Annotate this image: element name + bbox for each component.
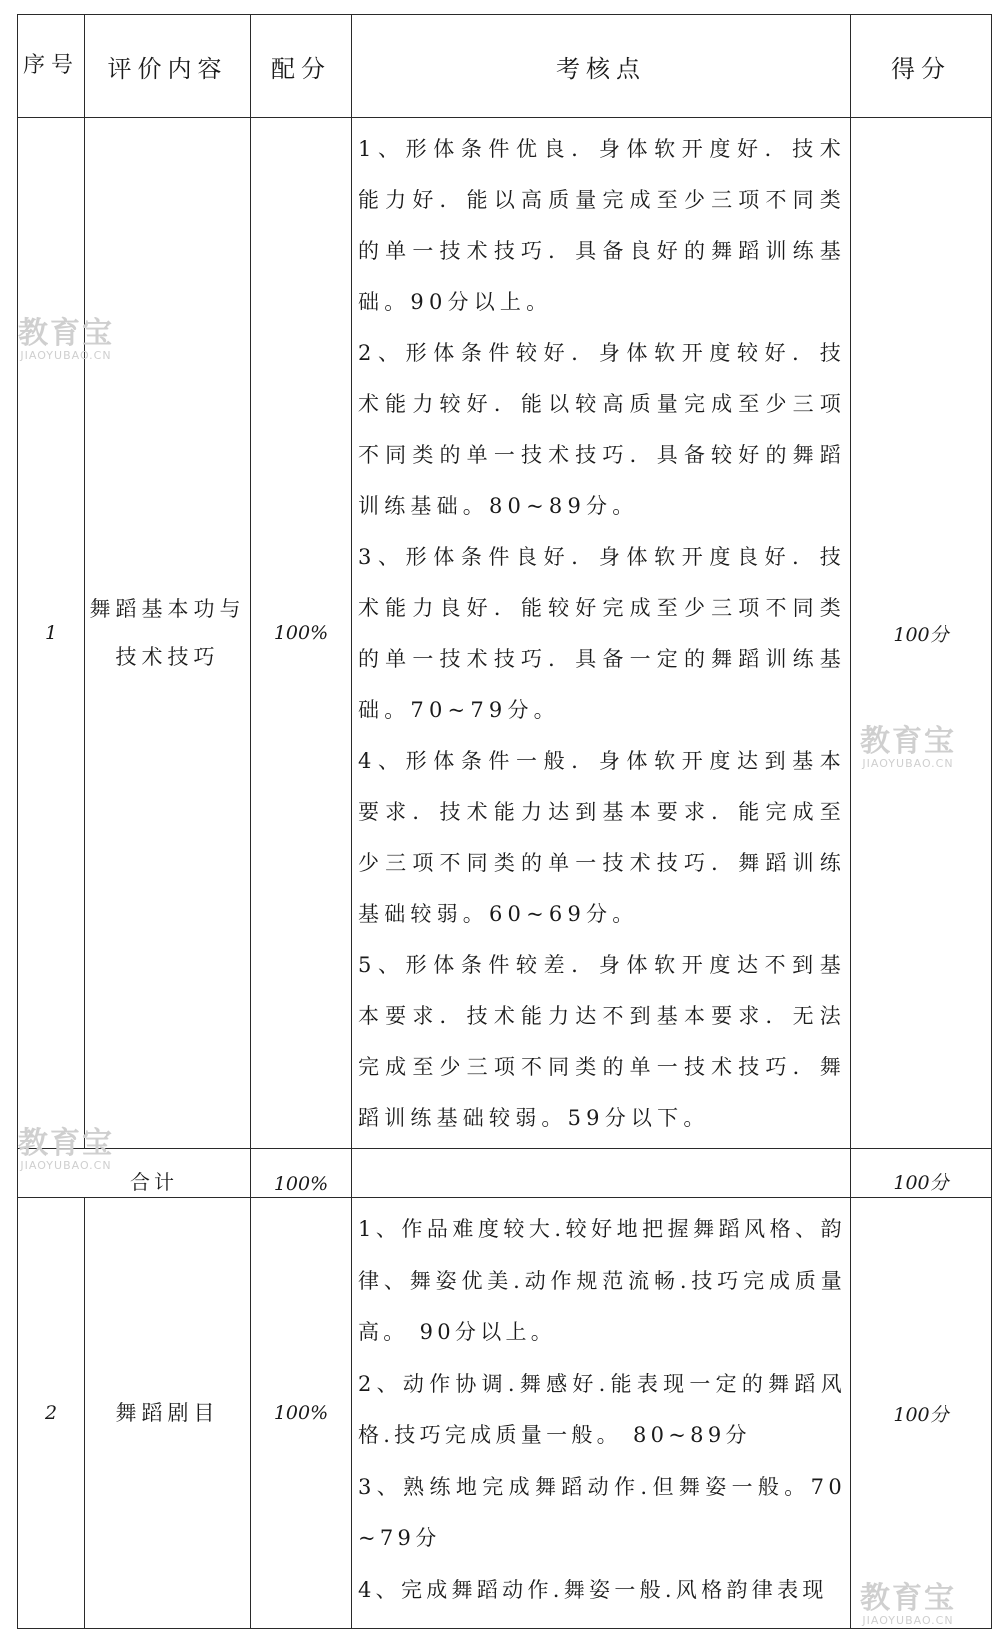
point-item: 1、形体条件优良．身体软开度好．技术能力好．能以高质量完成至少三项不同类的单一技术技巧．具备良好的舞蹈训练基础。90分以上。 <box>358 137 846 314</box>
watermark-logo: 教育宝 JIAOYUBAO.CN <box>18 316 114 362</box>
point-item: 3、形体条件良好．身体软开度良好．技术能力良好．能较好完成至少三项不同类的单一技术技巧．具备一定的舞蹈训练基础。70~79分。 <box>358 545 846 722</box>
total-points-empty <box>352 1149 851 1198</box>
point-item: 5、形体条件较差．身体软开度达不到基本要求．技术能力达不到基本要求．无法完成至少三项不同类的单一技术技巧．舞蹈训练基础较弱。59分以下。 <box>358 953 846 1130</box>
watermark-logo: 教育宝 JIAOYUBAO.CN <box>860 1581 956 1627</box>
row-weight: 100% <box>251 118 352 1149</box>
point-item: 1、作品难度较大.较好地把握舞蹈风格、韵律、舞姿优美.动作规范流畅.技巧完成质量高。 90分以上。 <box>358 1217 846 1344</box>
header-points: 考核点 <box>352 15 851 118</box>
header-weight: 配分 <box>251 15 352 118</box>
row-seq: 1 <box>18 118 85 1149</box>
watermark-logo: 教育宝 JIAOYUBAO.CN <box>18 1126 114 1172</box>
point-item: 2、形体条件较好．身体软开度较好．技术能力较好．能以较高质量完成至少三项不同类的单一技术技巧．具备较好的舞蹈训练基础。80~89分。 <box>358 341 846 518</box>
row-score: 100分 <box>851 1198 992 1629</box>
point-item: 2、动作协调.舞感好.能表现一定的舞蹈风格.技巧完成质量一般。 80~89分 <box>358 1371 846 1447</box>
point-item: 4、完成舞蹈动作.舞姿一般.风格韵律表现 <box>358 1577 828 1602</box>
header-content: 评价内容 <box>85 15 251 118</box>
row-weight: 100% <box>251 1198 352 1629</box>
row-score: 100分 <box>851 118 992 1149</box>
point-item: 4、形体条件一般．身体软开度达到基本要求．技术能力达到基本要求．能完成至少三项不同类的单一技术技巧．舞蹈训练基础较弱。60~69分。 <box>358 749 846 926</box>
row-content: 舞蹈基本功与技术技巧 <box>85 118 251 1149</box>
total-label: 合计 <box>18 1149 251 1198</box>
table-header-row <box>18 15 992 118</box>
total-weight: 100% <box>251 1149 352 1198</box>
point-item: 3、熟练地完成舞蹈动作.但舞姿一般。70~79分 <box>358 1474 846 1550</box>
table-row <box>18 118 992 1149</box>
header-score: 得分 <box>851 15 992 118</box>
row-points <box>352 118 851 1149</box>
table-row <box>18 1198 992 1629</box>
row-points <box>352 1198 851 1629</box>
header-seq: 序号 <box>18 15 85 118</box>
watermark-logo: 教育宝 JIAOYUBAO.CN <box>860 724 956 770</box>
row-seq: 2 <box>18 1198 85 1629</box>
row-content: 舞蹈剧目 <box>85 1198 251 1629</box>
scoring-table <box>17 14 992 1629</box>
total-score: 100分 <box>851 1149 992 1198</box>
total-row <box>18 1149 992 1198</box>
